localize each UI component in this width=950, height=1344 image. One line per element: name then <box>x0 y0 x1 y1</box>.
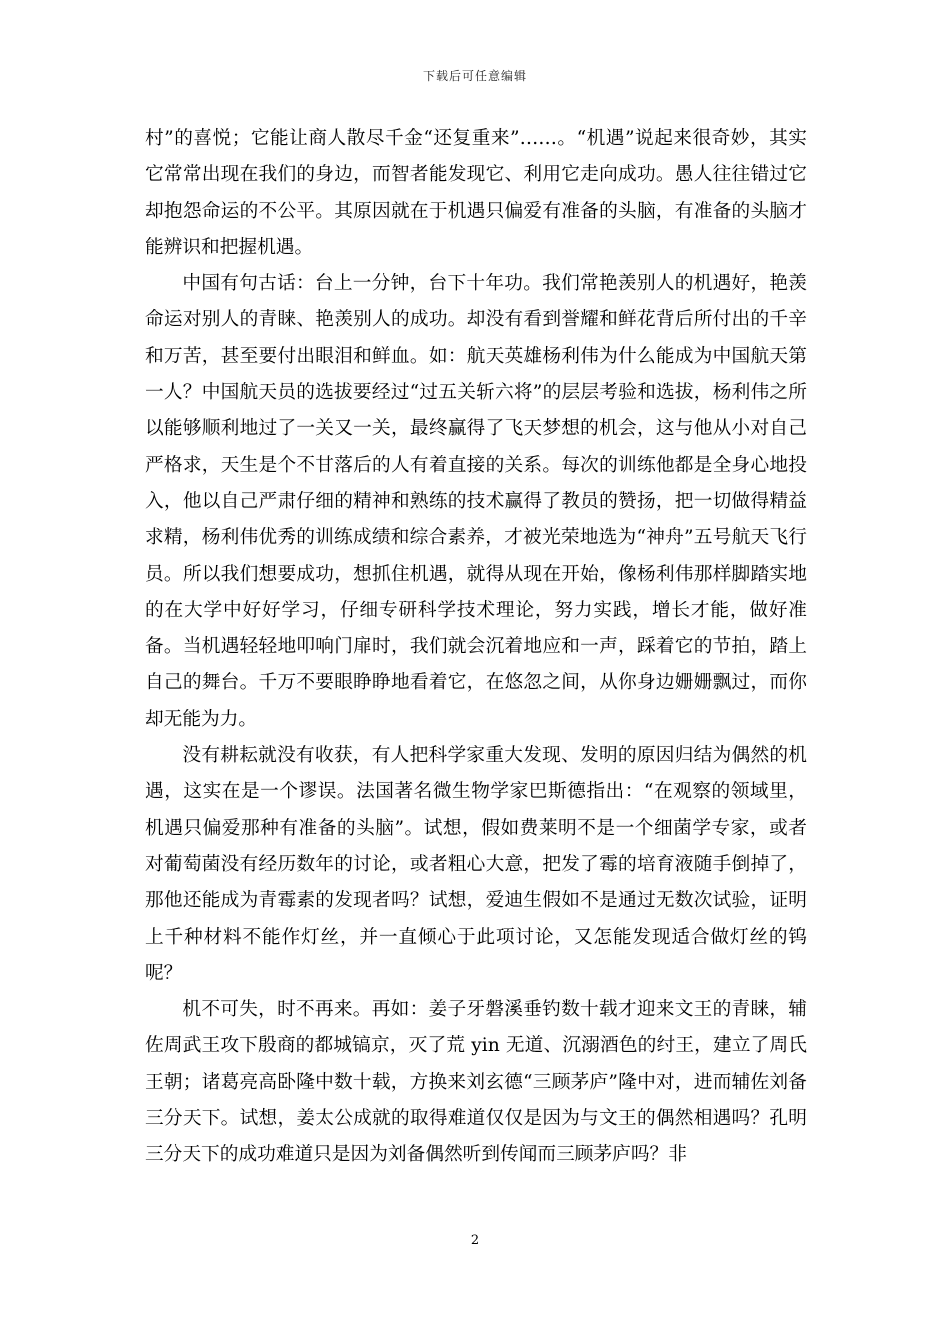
page-number: 2 <box>470 1233 480 1248</box>
paragraph-3: 没有耕耘就没有收获，有人把科学家重大发现、发明的原因归结为偶然的机遇，这实在是一个谬误。法国著名微生物学家巴斯德指出：“在观察的领域里，机遇只偏爱那种有准备的头脑”。试想，假如费莱明不是一个细菌学专家，或者对葡萄菌没有经历数年的讨论，或者粗心大意，把发了霉的培育液随手倒掉了，那他还能成为青霉素的发现者吗？试想，爱迪生假如不是通过无数次试验，证明上千种材料不能作灯丝，并一直倾心于此项讨论，又怎能发现适合做灯丝的钨呢？ <box>145 745 807 984</box>
paragraph-1: 村”的喜悦；它能让商人散尽千金“还复重来”……。“机遇”说起来很奇妙，其实它常常出现在我们的身边，而智者能发现它、利用它走向成功。愚人往往错过它却抱怨命运的不公平。其原因就在于机遇只偏爱有准备的头脑，有准备的头脑才能辨识和把握机遇。 <box>145 128 807 258</box>
document-body <box>145 121 807 1174</box>
paragraph-4: 机不可失，时不再来。再如：姜子牙磐溪垂钓数十载才迎来文王的青睐，辅佐周武王攻下殷商的都城镐京，灭了荒 yin 无道、沉溺酒色的纣王，建立了周氏王朝；诸葛亮高卧隆中数十载，方换来刘玄德“三顾茅庐”隆中对，进而辅佐刘备三分天下。试想，姜太公成就的取得难道仅仅是因为与文王的偶然相遇吗？孔明三分天下的成功难道只是因为刘备偶然听到传闻而三顾茅庐吗？非 <box>145 999 807 1166</box>
paragraph-2: 中国有句古话：台上一分钟，台下十年功。我们常艳羡别人的机遇好，艳羡命运对别人的青睐、艳羡别人的成功。却没有看到誉耀和鲜花背后所付出的千辛和万苦，甚至要付出眼泪和鲜血。如：航天英雄杨利伟为什么能成为中国航天第一人？中国航天员的选拔要经过“过五关斩六将”的层层考验和选拔，杨利伟之所以能够顺利地过了一关又一关，最终赢得了飞天梦想的机会，这与他从小对自己严格求，天生是个不甘落后的人有着直接的关系。每次的训练他都是全身心地投入，他以自己严肃仔细的精神和熟练的技术赢得了教员的赞扬，把一切做得精益求精，杨利伟优秀的训练成绩和综合素养，才被光荣地选为“神舟”五号航天飞行员。所以我们想要成功，想抓住机遇，就得从现在开始，像杨利伟那样脚踏实地的在大学中好好学习，仔细专研科学技术理论，努力实践，增长才能，做好准备。当机遇轻轻地叩响门扉时，我们就会沉着地应和一声，踩着它的节拍，踏上自己的舞台。千万不要眼睁睁地看着它，在悠忽之间，从你身边姗姗飘过，而你却无能为力。 <box>145 273 807 730</box>
page-header: 下载后可任意编辑 <box>422 69 527 83</box>
